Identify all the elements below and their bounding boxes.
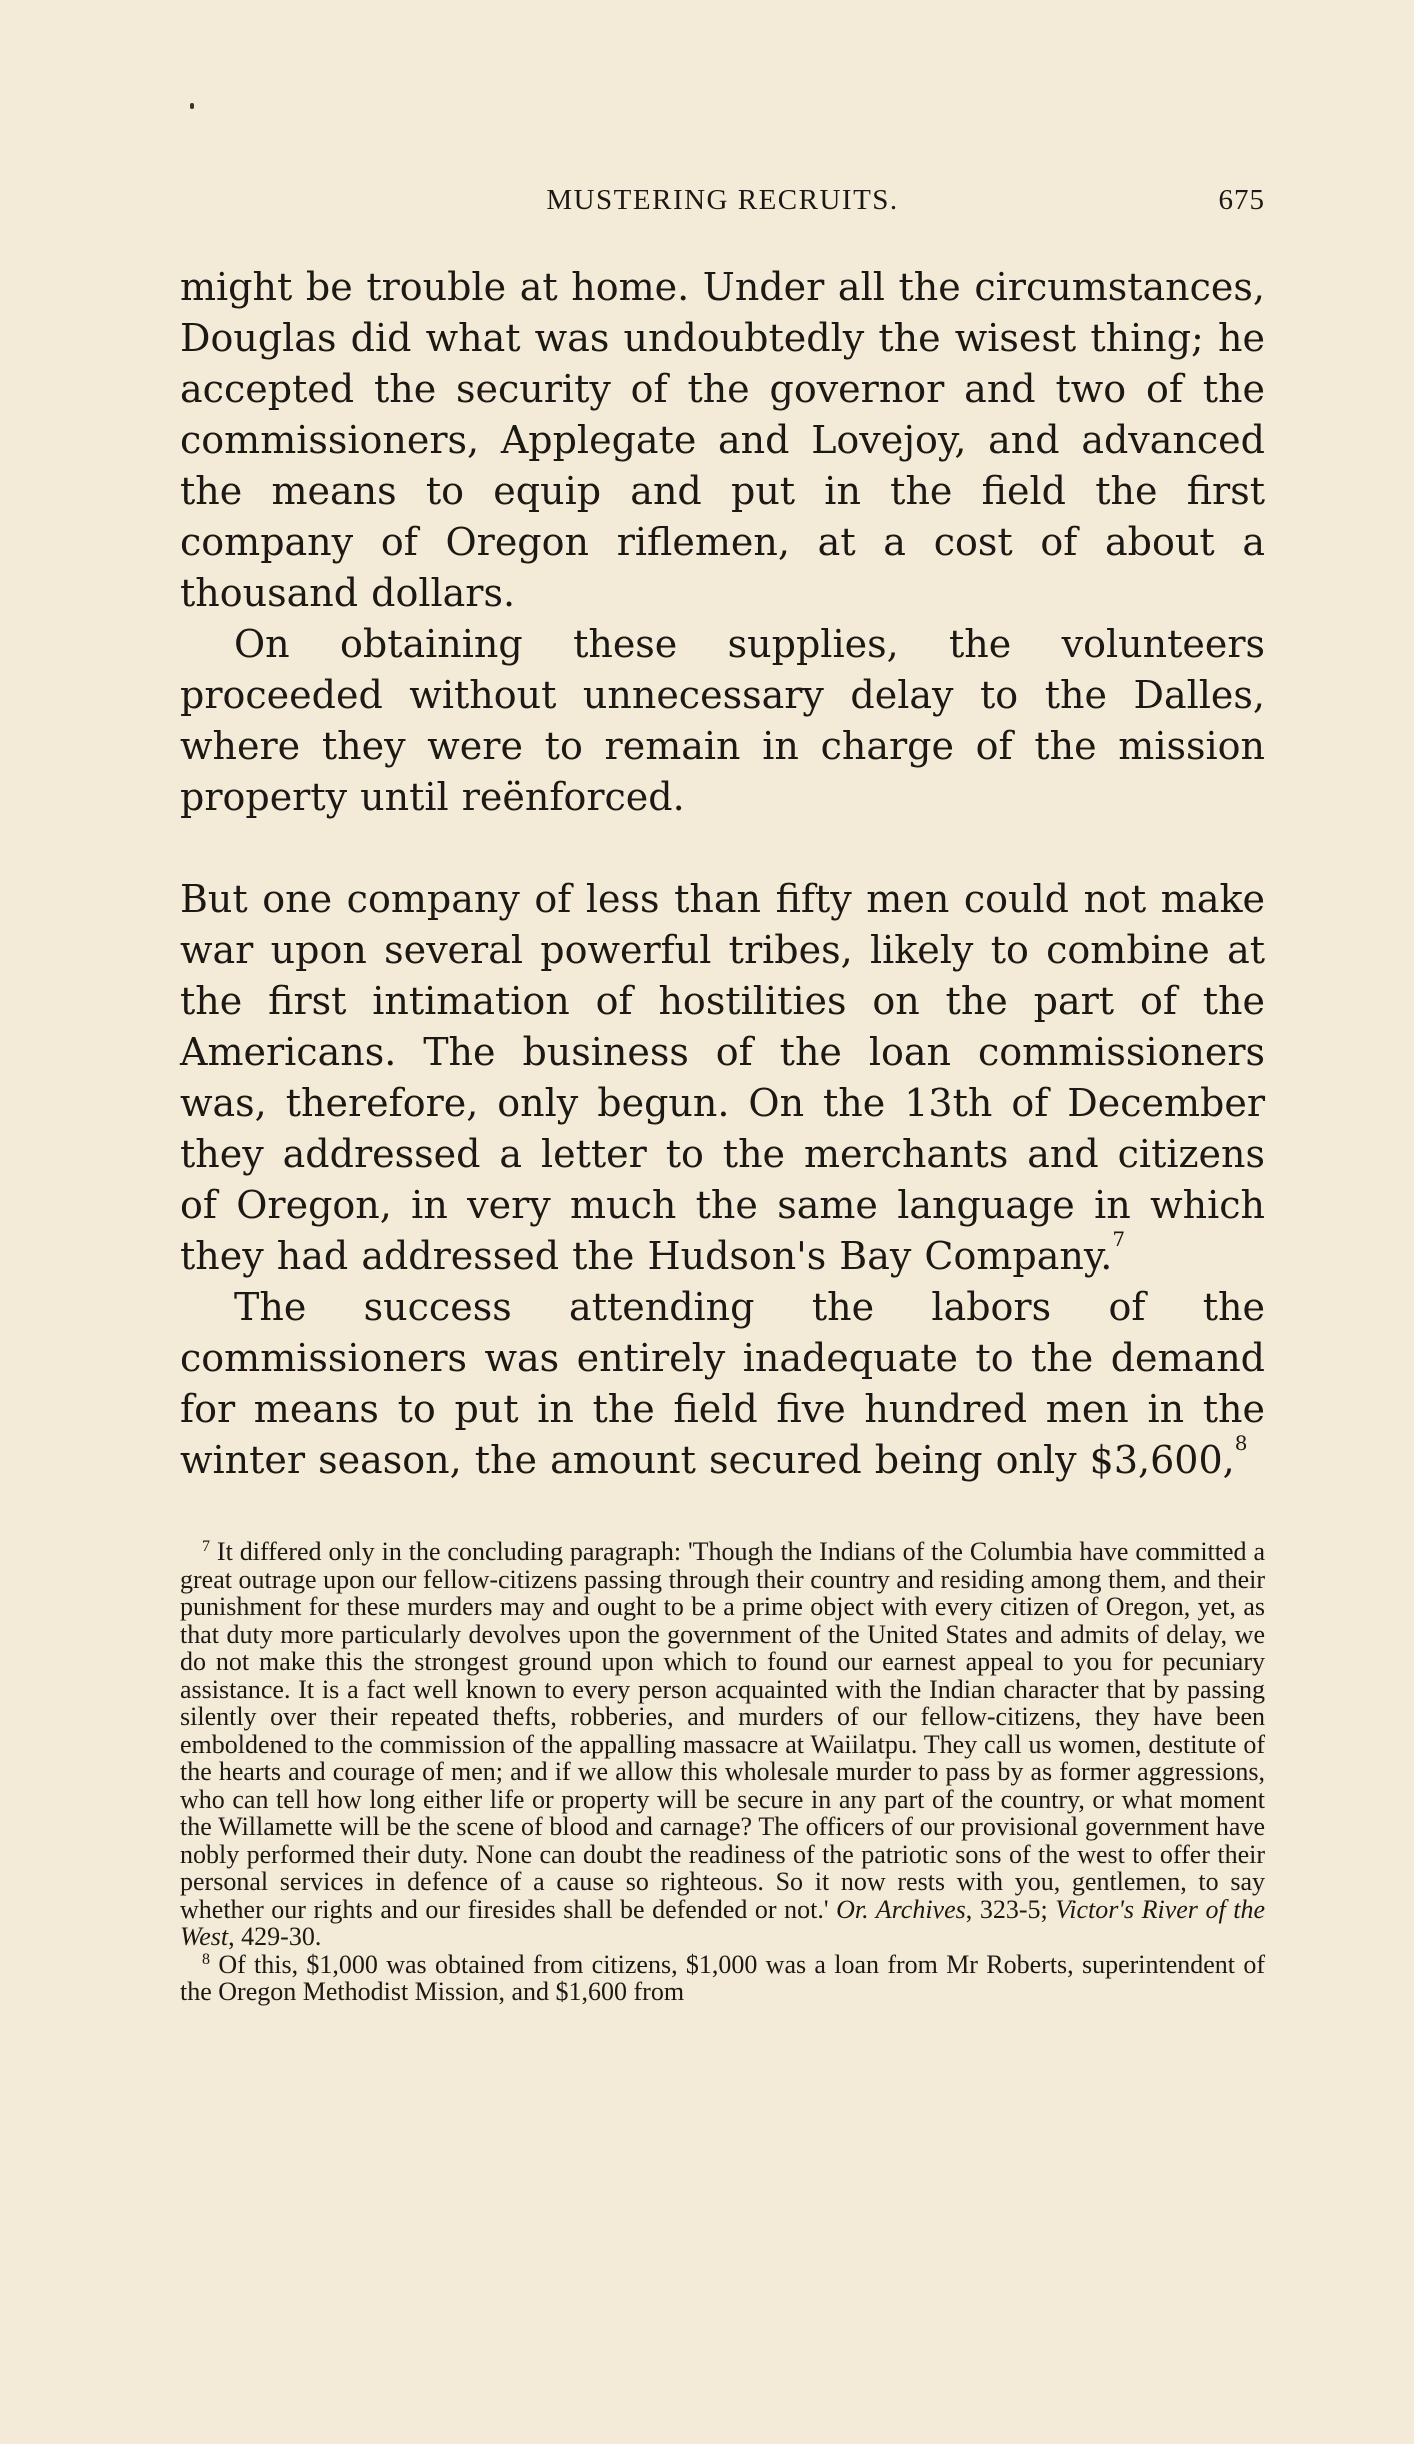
footnote-8 [180,1951,1265,2006]
print-speck [190,103,194,109]
footnote-ref-7: 7 [1112,1227,1126,1251]
paragraph-1 [180,262,1265,619]
page-number: 675 [1218,184,1265,216]
paragraph-4 [180,1282,1265,1486]
footnote-mark-7: 7 [202,1538,210,1555]
paragraph-3 [180,874,1265,1282]
paragraph-2 [180,619,1265,823]
paragraph-3-text: But one company of less than fifty men could not make war upon several powerful tribes, likely to combine at the first intimation of hostilities on the part of the Americans. The business of the loan commissioners was, therefore, only begun. On the 13th of December they addressed a letter to the merchants and citizens of Oregon, in very much the same language in which they had addressed the Hudson's Bay Company. [180,877,1265,1278]
footnote-7-text: It differed only in the concluding paragraph: 'Though the Indians of the Columbia have committed a great outrage upon our fellow-citizens passing through their country and residing among them, and their punishment for these murders may and ought to be a prime object with every citizen of Oregon, yet, as that duty more particularly devolves upon the government of the United States and admits of delay, we do not make this the strongest ground upon which to found our earnest appeal to you for pecuniary assistance. It is a fact well known to every person acquainted with the Indian character that by passing silently over their repeated thefts, robberies, and murders of our fellow-citizens, they have been emboldened to the commission of the appalling massacre at Waiilatpu. They call us women, destitute of the hearts and courage of men; and if we allow this wholesale murder to pass by as former aggressions, who can tell how long either life or property will be secure in any part of the country, or what moment the Willamette will be the scene of blood and carnage? The officers of our provisional government have nobly performed their duty. None can doubt the readiness of the patriotic sons of the west to offer their personal services in defence of a cause so righteous. So it now rests with you, gentlemen, to say whether our rights and our firesides shall be defended or not.' [180,1537,1265,1924]
footnote-7-cite-pages-a: , 323-5; [965,1894,1048,1924]
footnote-mark-8: 8 [202,1950,210,1968]
paragraph-2-text: On obtaining these supplies, the volunteers proceeded without unnecessary delay to the Dalles, where they were to remain in charge of the mission property until reënforced. [180,622,1265,819]
paragraph-1-text: might be trouble at home. Under all the circumstances, Douglas did what was undoubtedly the wisest thing; he accepted the security of the governor and two of the commissioners, Applegate and Lovejoy, and advanced the means to equip and put in the field the first company of Oregon riflemen, at a cost of about a thousand dollars. [180,265,1265,615]
footnote-7-cite-victor: Victor's River of the West [180,1894,1266,1951]
footnote-7-cite-archives: Or. Archives [836,1894,966,1924]
footnote-8-text: Of this, $1,000 was obtained from citizens, $1,000 was a loan from Mr Roberts, superintendent of the Oregon Methodist Mission, and $1,600 from [180,1949,1265,2006]
paragraph-4-text: The success attending the labors of the commissioners was entirely inadequate to the demand for means to put in the field five hundred men in the winter season, the amount secured being only $3,600, [180,1285,1265,1482]
body-text [180,262,1265,1486]
footnote-7-cite-pages-b: , 429-30. [228,1922,322,1951]
footnote-ref-8: 8 [1234,1431,1248,1455]
footnotes [180,1538,1265,2006]
running-title: MUSTERING RECRUITS. [546,184,899,216]
running-head [180,180,1265,224]
footnote-7 [180,1538,1265,1951]
